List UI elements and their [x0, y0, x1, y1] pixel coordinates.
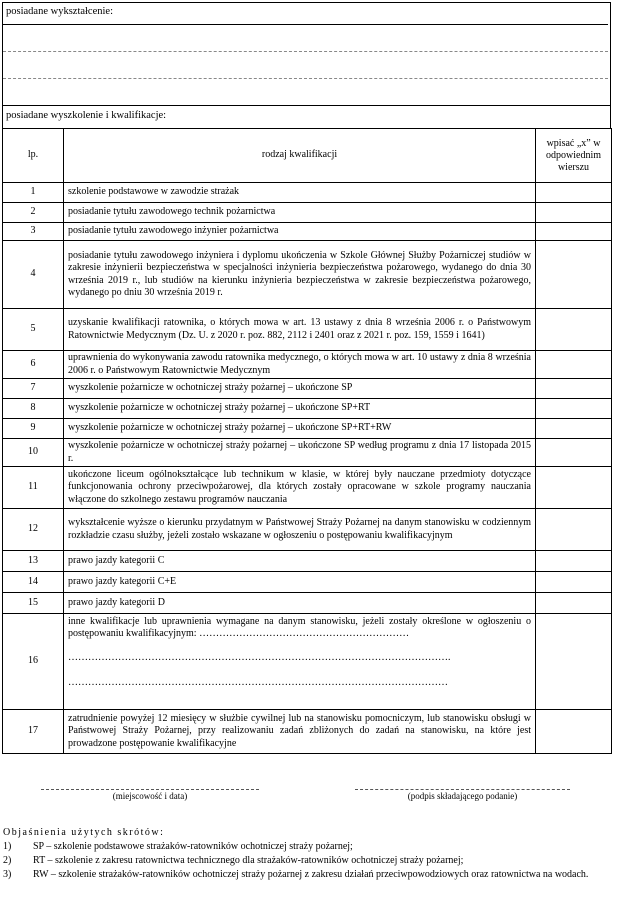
row-number: 12 [3, 509, 64, 551]
row-mark-cell[interactable] [536, 593, 612, 614]
note-number: 2) [3, 855, 12, 866]
table-row [3, 351, 612, 379]
row-number: 13 [3, 551, 64, 572]
row-text: zatrudnienie powyżej 12 miesięcy w służbie cywilnej lub na stanowisku pomocniczym, lub stanowisku obsługi w Państwowej Straży Pożarnej, przy realizowaniu zadań zbliżonych do zadań na stanowisku, na które jest prowadzone postępowanie kwalifikacyjne [64, 710, 536, 754]
row-mark-cell[interactable] [536, 710, 612, 754]
row-number: 14 [3, 572, 64, 593]
place-date-label: (miejscowość i data) [112, 791, 188, 801]
row-text: prawo jazdy kategorii D [64, 593, 536, 614]
table-row [3, 223, 612, 241]
place-date-line[interactable] [41, 789, 259, 790]
row-number: 10 [3, 439, 64, 467]
row-text: uprawnienia do wykonywania zawodu ratownika medycznego, o których mowa w art. 10 ustawy z dnia 8 września 2006 r. o Państwowym Ratownictwie Medycznym [64, 351, 536, 379]
table-row [3, 309, 612, 351]
other-qualifications-line-1[interactable]: ……………………………………………………… [199, 628, 410, 640]
table-row [3, 614, 612, 710]
table-row [3, 593, 612, 614]
row-mark-cell[interactable] [536, 399, 612, 419]
education-box [2, 2, 611, 106]
signature-line[interactable] [355, 789, 570, 790]
table-row [3, 509, 612, 551]
note-text: RW – szkolenie strażaków-ratowników ochotniczej straży pożarnej z zakresu działań przeciwpowodziowych oraz ratownictwa na wodach. [33, 869, 589, 880]
row-text: wyszkolenie pożarnicze w ochotniczej straży pożarnej – ukończone SP+RT+RW [64, 419, 536, 439]
row-text: wykształcenie wyższe o kierunku przydatnym w Państwowej Straży Pożarnej na danym stanowisku w codziennym rozkładzie czasu służby, jeżeli zostało wskazane w ogłoszeniu o postępowaniu kwalifikacyjnym [64, 509, 536, 551]
signature-label: (podpis składającego podanie) [407, 791, 518, 801]
table-row [3, 419, 612, 439]
qualifications-table [2, 128, 612, 754]
row-number: 3 [3, 223, 64, 241]
row-mark-cell[interactable] [536, 183, 612, 203]
row-mark-cell[interactable] [536, 439, 612, 467]
row-text: posiadanie tytułu zawodowego technik pożarnictwa [64, 203, 536, 223]
row-number: 8 [3, 399, 64, 419]
row-text: ukończone liceum ogólnokształcące lub technikum w klasie, w której były nauczane przedmioty dotyczące funkcjonowania ochrony przeciwpożarowej, dla których zostały opracowane w szkole programy nauczania włączone do szkolnego zestawu programów nauczania [64, 467, 536, 509]
table-row [3, 379, 612, 399]
header-lp: lp. [3, 129, 64, 183]
row-mark-cell[interactable] [536, 419, 612, 439]
row-mark-cell[interactable] [536, 551, 612, 572]
row-mark-cell[interactable] [536, 467, 612, 509]
table-row [3, 710, 612, 754]
note-text: RT – szkolenie z zakresu ratownictwa technicznego dla strażaków-ratowników ochotniczej straży pożarnej; [33, 855, 464, 866]
row-number: 5 [3, 309, 64, 351]
table-row [3, 467, 612, 509]
row-number: 7 [3, 379, 64, 399]
education-label: posiadane wykształcenie: [6, 6, 113, 17]
row-number: 11 [3, 467, 64, 509]
row-mark-cell[interactable] [536, 351, 612, 379]
row-text: szkolenie podstawowe w zawodzie strażak [64, 183, 536, 203]
row-text: wyszkolenie pożarnicze w ochotniczej straży pożarnej – ukończone SP [64, 379, 536, 399]
row-mark-cell[interactable] [536, 203, 612, 223]
other-qualifications-line-3[interactable]: …………………………………………………………………………………………………… [68, 676, 448, 688]
row-number: 4 [3, 241, 64, 309]
row-number: 16 [3, 614, 64, 710]
table-row [3, 203, 612, 223]
note-item [3, 855, 609, 868]
row-number: 17 [3, 710, 64, 754]
table-row [3, 551, 612, 572]
row-mark-cell[interactable] [536, 379, 612, 399]
row-text-other [64, 614, 536, 710]
row-number: 1 [3, 183, 64, 203]
table-row [3, 439, 612, 467]
header-kind: rodzaj kwalifikacji [64, 129, 536, 183]
other-qualifications-line-2[interactable]: ……………………………………………………………………………………………………. [68, 652, 451, 664]
row-mark-cell[interactable] [536, 614, 612, 710]
note-item [3, 841, 609, 854]
other-qualifications-text: inne kwalifikacje lub uprawnienia wymagane na danym stanowisku, jeżeli zostały określone w ogłoszeniu o postępowaniu kwalifikacyjnym: [68, 616, 531, 640]
education-line-1[interactable] [3, 51, 608, 52]
note-number: 1) [3, 841, 12, 852]
row-text: uzyskanie kwalifikacji ratownika, o których mowa w art. 13 ustawy z dnia 8 września 2006 r. o Państwowym Ratownictwie Medycznym (Dz. U. z 2020 r. poz. 882, 2112 i 2401 oraz z 2021 r. poz. 159, 1559 i 1641) [64, 309, 536, 351]
header-mark: wpisać „x” w odpowiednim wierszu [536, 129, 612, 183]
row-text: wyszkolenie pożarnicze w ochotniczej straży pożarnej – ukończone SP według programu z dnia 17 listopada 2015 r. [64, 439, 536, 467]
training-label: posiadane wyszkolenie i kwalifikacje: [6, 110, 167, 121]
table-row [3, 241, 612, 309]
row-mark-cell[interactable] [536, 241, 612, 309]
education-line-2[interactable] [3, 78, 608, 79]
row-mark-cell[interactable] [536, 309, 612, 351]
education-divider [3, 24, 608, 25]
row-text: posiadanie tytułu zawodowego inżyniera i dyplomu ukończenia w Szkole Głównej Służby Pożarniczej studiów w zakresie inżynierii bezpieczeństwa w specjalności inżynieria bezpieczeństwa pożarowego, wydanego do dnia 30 września 2019 r., lub studiów na kierunku inżynieria bezpieczeństwa w zakresie bezpieczeństwa pożarowego, wydanego po dniu 30 września 2019 r. [64, 241, 536, 309]
table-row [3, 183, 612, 203]
row-mark-cell[interactable] [536, 223, 612, 241]
row-number: 15 [3, 593, 64, 614]
row-number: 6 [3, 351, 64, 379]
note-text: SP – szkolenie podstawowe strażaków-ratowników ochotniczej straży pożarnej; [33, 841, 353, 852]
notes-title: Objaśnienia użytych skrótów: [3, 827, 165, 838]
row-number: 9 [3, 419, 64, 439]
row-text: prawo jazdy kategorii C [64, 551, 536, 572]
table-header-row [3, 129, 612, 183]
row-text: wyszkolenie pożarnicze w ochotniczej straży pożarnej – ukończone SP+RT [64, 399, 536, 419]
row-mark-cell[interactable] [536, 572, 612, 593]
note-number: 3) [3, 869, 12, 880]
note-item [3, 869, 609, 882]
row-text: posiadanie tytułu zawodowego inżynier pożarnictwa [64, 223, 536, 241]
row-number: 2 [3, 203, 64, 223]
row-mark-cell[interactable] [536, 509, 612, 551]
row-text: prawo jazdy kategorii C+E [64, 572, 536, 593]
table-row [3, 399, 612, 419]
table-row [3, 572, 612, 593]
